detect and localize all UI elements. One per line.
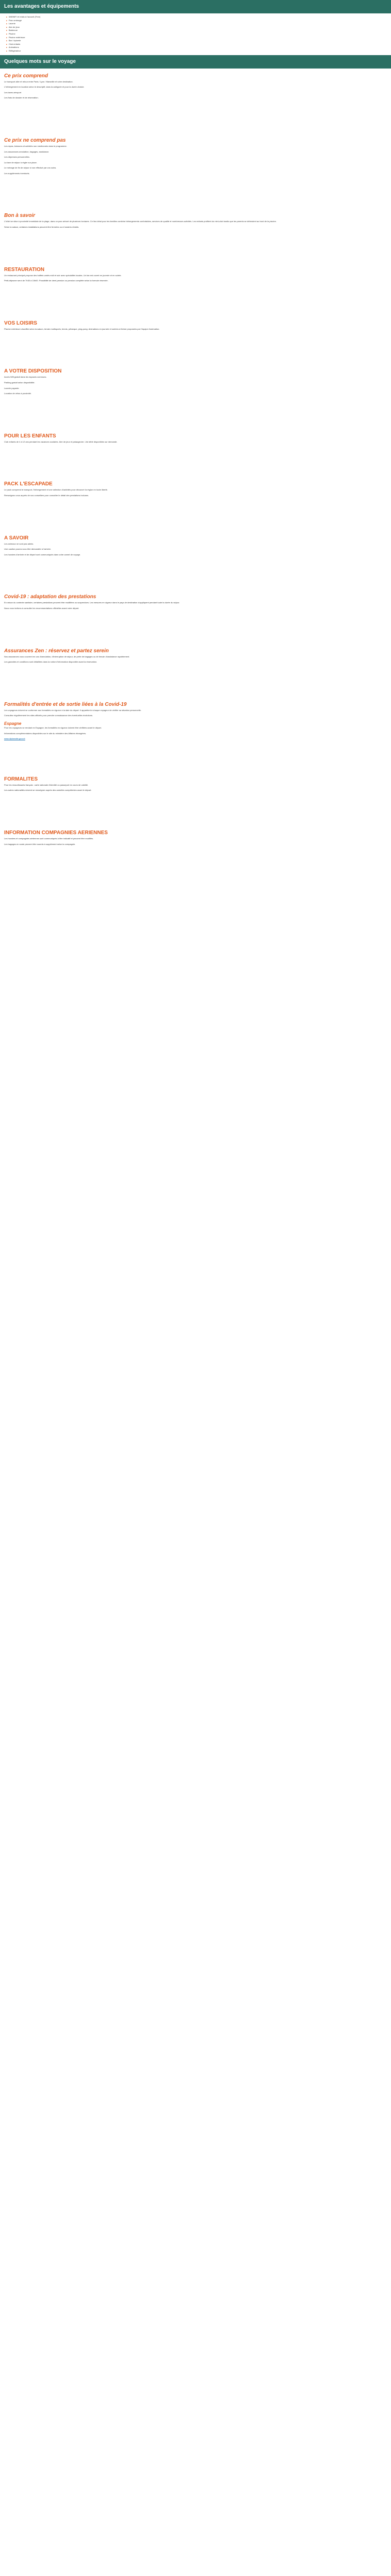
diplomatie-link[interactable]: www.diplomatie.gouv.fr <box>4 737 25 740</box>
section-paragraph: Les autres nationalités doivent se renseigner auprès des autorités compétentes avant le départ. <box>4 789 92 792</box>
section-paragraph: Laverie payante. <box>4 386 20 389</box>
amenity-item: ■ Animations <box>6 46 387 49</box>
amenity-item: ■ Club enfants <box>6 43 387 46</box>
section-spacer <box>4 333 387 364</box>
section-title: POUR LES ENFANTS <box>4 433 56 439</box>
section-title: RESTAURATION <box>4 266 44 273</box>
amenity-item: ■ Barbecue <box>6 29 387 32</box>
section-spacer <box>4 666 387 697</box>
section-paragraph: Les horaires et compagnies aériennes sont communiqués à titre indicatif et peuvent être modifiés. <box>4 837 94 840</box>
section-spacer <box>4 794 387 825</box>
section-title: PACK L'ESCAPADE <box>4 481 53 487</box>
section-paragraph: Piscine extérieure chauffée selon la saison, terrain multisports, tennis, pétanque, ping-pong. Animations en journée et soirées à thème proposées par l'équipe d'animation. <box>4 327 160 330</box>
section-paragraph: Les taxes aéroport <box>4 91 22 94</box>
section-title: Bon à savoir <box>4 213 36 219</box>
section-spacer <box>4 177 387 208</box>
section-paragraph: Un restaurant principal propose des buffets variés midi et soir avec spécialités locales. Un bar est ouvert en journée et en soirée. <box>4 274 122 277</box>
amenities-header: Les avantages et équipements <box>0 0 391 13</box>
section-spacer <box>4 398 387 429</box>
section-spacer <box>4 741 387 772</box>
section-paragraph: Renseignez-vous auprès de nos conseillers pour connaître le détail des prestations incluses. <box>4 494 89 497</box>
subsection-title: Espagne <box>4 721 22 726</box>
section-paragraph: Parking gratuit selon disponibilité. <box>4 381 35 384</box>
section-title: INFORMATION COMPAGNIES AERIENNES <box>4 829 108 836</box>
section-spacer <box>4 285 387 316</box>
amenity-item: ■ Piscine extérieure <box>6 36 387 40</box>
section-paragraph: Les repas, boissons et activités non mentionnés dans le programme. <box>4 144 67 147</box>
section-paragraph: Les bagages en soute peuvent être soumis à supplément selon la compagnie. <box>4 842 76 845</box>
section-title: A SAVOIR <box>4 535 29 541</box>
section-title: Covid-19 : adaptation des prestations <box>4 594 96 600</box>
section-paragraph: Le transport aller et retour entre Paris / Lyon / Marseille et votre destination. <box>4 80 73 83</box>
section-paragraph: Nos assurances vous couvrent en cas d'annulation, d'interruption de séjour, de perte de bagages ou de besoin d'assistance rapatriement. <box>4 655 130 658</box>
section-paragraph: Location de vélos à proximité. <box>4 392 31 395</box>
section-paragraph: Les animaux ne sont pas admis. <box>4 542 34 545</box>
section-title: A VOTRE DISPOSITION <box>4 368 62 375</box>
section-spacer <box>4 558 387 589</box>
section-spacer <box>4 613 387 643</box>
faq-header: Quelques mots sur le voyage <box>0 55 391 69</box>
section-paragraph: Petit-déjeuner servi de 7h30 à 10h00. Possibilité de demi-pension ou pension complète selon la formule réservée. <box>4 279 108 282</box>
section-paragraph: L'hébergement en location selon le descriptif, dans la catégorie et pour la durée choisie. <box>4 86 85 89</box>
amenity-item: ■ Parc ombragé <box>6 19 387 23</box>
section-title: VOS LOISIRS <box>4 320 37 326</box>
section-spacer <box>4 231 387 262</box>
section-paragraph: Les frais de dossier et de réservation. <box>4 96 39 99</box>
section-paragraph: Les voyageurs doivent se conformer aux formalités en vigueur à la date du départ. Il appartient à chaque voyageur de vérifier sa situation personnelle. <box>4 708 141 711</box>
amenity-item: ■ Aire de jeux <box>6 26 387 29</box>
section-paragraph: Les horaires d'arrivée et de départ sont communiqués dans votre carnet de voyage. <box>4 553 81 556</box>
subsection-paragraph: Informations complémentaires disponibles sur le site du ministère des Affaires étrangères. <box>4 732 87 735</box>
section-paragraph: Une caution pourra vous être demandée à l'arrivée. <box>4 548 52 551</box>
section-paragraph: Les assurances annulation, bagages, assistance. <box>4 150 50 153</box>
section-paragraph: Les garanties et conditions sont détaillées dans la notice d'information disponible avant la réservation. <box>4 660 97 664</box>
section-title: Ce prix comprend <box>4 73 48 79</box>
content-sections <box>0 73 391 879</box>
section-paragraph: Les dépenses personnelles. <box>4 156 30 159</box>
amenity-item: ■ Laverie <box>6 22 387 26</box>
section-paragraph: Les suppléments éventuels. <box>4 172 30 175</box>
section-title: FORMALITES <box>4 776 38 782</box>
section-paragraph: Club enfants de 4 à 12 ans pendant les vacances scolaires. Aire de jeux et pataugeoire. Lits bébé disponibles sur demande. <box>4 440 118 443</box>
section-title: Ce prix ne comprend pas <box>4 137 66 143</box>
section-paragraph: Consultez régulièrement les sites officiels pour prendre connaissance des éventuelles évolutions. <box>4 714 93 717</box>
amenity-item: ■ Piscine <box>6 32 387 36</box>
section-spacer <box>4 446 387 477</box>
amenity-item: ■ Réfrigérateur <box>6 49 387 53</box>
section-title: Assurances Zen : réservez et partez serein <box>4 648 109 654</box>
section-paragraph: Accès Wifi gratuit dans les espaces communs. <box>4 376 47 379</box>
section-spacer <box>4 848 387 879</box>
section-paragraph: Le pack comprend le transport, l'hébergement et une sélection d'activités pour découvrir la région en toute liberté. <box>4 488 108 492</box>
section-paragraph: Pour les ressortissants français : carte nationale d'identité ou passeport en cours de validité. <box>4 783 89 786</box>
amenity-item: ■ Wifi/WiFi et relais à l'accueil (Free) <box>6 15 387 19</box>
section-paragraph: La taxe de séjour à régler sur place. <box>4 161 37 164</box>
amenity-item: ■ Bar / épicerie <box>6 39 387 43</box>
section-paragraph: Le ménage de fin de séjour si non effectué par vos soins. <box>4 166 57 170</box>
section-spacer <box>4 102 387 133</box>
section-spacer <box>4 500 387 531</box>
section-paragraph: L'hôtel se situe à proximité immédiate de la plage, dans un parc arboré de plusieurs hectares. Ce lieu idéal pour les familles combine hébergements confortables, services de qualité et nombreuses activités. Les enfants profitent du mini-club tandis que les parents se détendent au bord de la piscine. <box>4 220 276 223</box>
amenities-list <box>0 13 391 55</box>
section-title: Formalités d'entrée et de sortie liées à la Covid-19 <box>4 701 127 707</box>
subsection-paragraph: Pour les voyageurs se rendant en Espagne, les formalités en vigueur doivent être vérifiées avant le départ. <box>4 726 102 729</box>
section-paragraph: Nous vous invitons à consulter les recommandations officielles avant votre départ. <box>4 606 79 609</box>
section-paragraph: En raison du contexte sanitaire, certaines prestations peuvent être modifiées ou suspendues. Les mesures en vigueur dans le pays de destination s'appliquent pendant toute la durée du séjour. <box>4 601 180 604</box>
section-paragraph: Selon la saison, certaines installations peuvent être fermées ou à horaires réduits. <box>4 226 79 229</box>
